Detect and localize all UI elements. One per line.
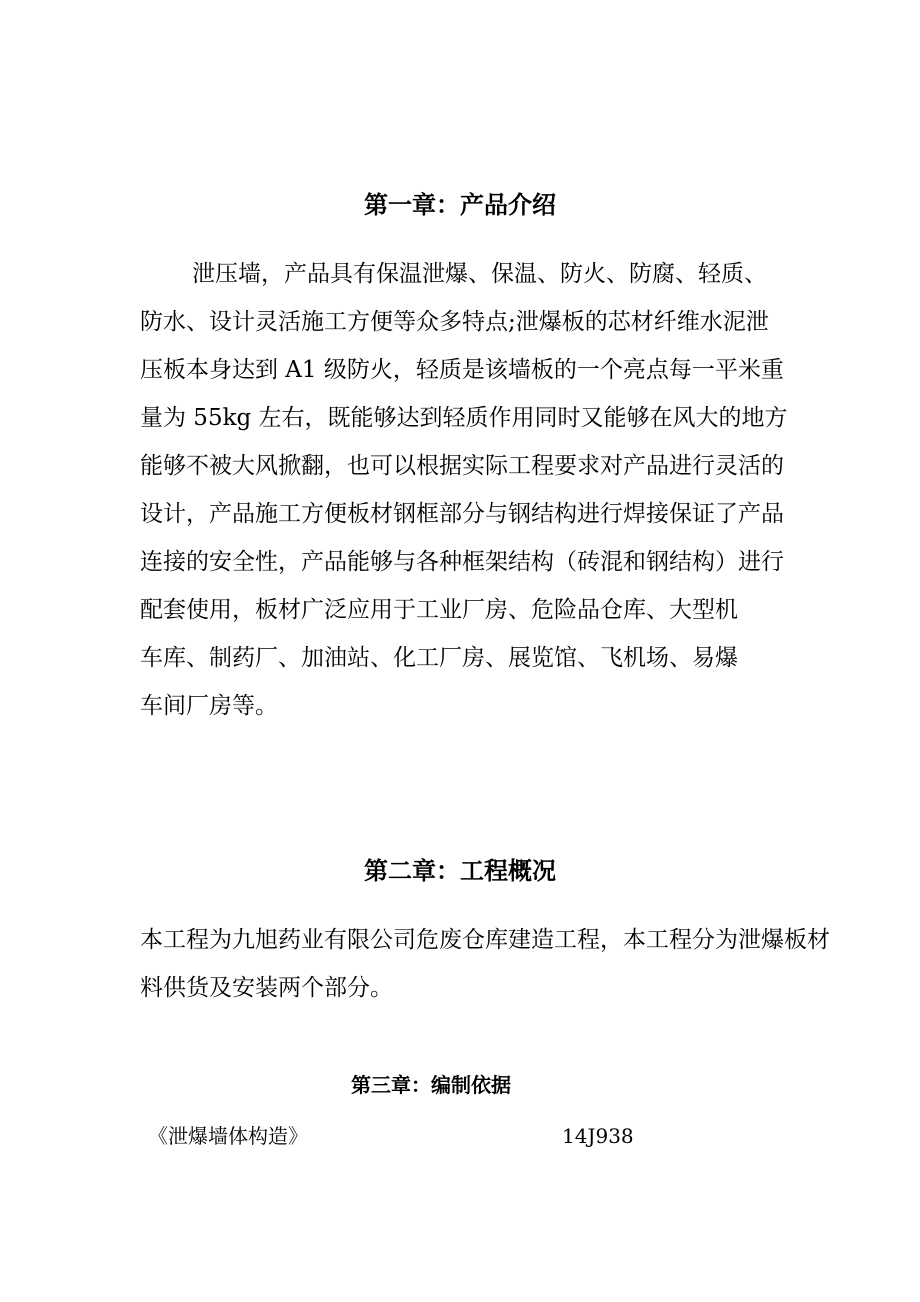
- paragraph-line: 量为 55kg 左右，既能够达到轻质作用同时又能够在风大的地方: [140, 405, 788, 431]
- chapter-1-paragraph: [140, 250, 788, 730]
- reference-code: 14J938: [562, 1124, 634, 1148]
- reference-name: 《泄爆墙体构造》: [148, 1124, 308, 1148]
- paragraph-line: 车间厂房等。: [140, 693, 278, 719]
- paragraph-line: 压板本身达到 A1 级防火，轻质是该墙板的一个亮点每一平米重: [140, 357, 784, 383]
- paragraph-line: 车库、制药厂、加油站、化工厂房、展览馆、飞机场、易爆: [140, 645, 738, 671]
- paragraph-line: 配套使用，板材广泛应用于工业厂房、危险品仓库、大型机: [140, 597, 738, 623]
- paragraph-line: 本工程为九旭药业有限公司危废仓库建造工程，本工程分为泄爆板材: [140, 927, 830, 953]
- paragraph-line: 设计，产品施工方便板材钢框部分与钢结构进行焊接保证了产品: [140, 501, 784, 527]
- paragraph-line: 连接的安全性，产品能够与各种框架结构（砖混和钢结构）进行: [140, 549, 784, 575]
- paragraph-line: 防水、设计灵活施工方便等众多特点;泄爆板的芯材纤维水泥泄: [140, 309, 769, 335]
- chapter-1-title: 第一章：产品介绍: [364, 191, 556, 219]
- paragraph-line: 泄压墙，产品具有保温泄爆、保温、防火、防腐、轻质、: [192, 261, 767, 287]
- chapter-2-paragraph: [140, 916, 830, 1012]
- chapter-3-title: 第三章：编制依据: [351, 1073, 511, 1097]
- paragraph-line: 料供货及安装两个部分。: [140, 975, 393, 1001]
- chapter-2-title: 第二章：工程概况: [364, 857, 556, 885]
- paragraph-line: 能够不被大风掀翻，也可以根据实际工程要求对产品进行灵活的: [140, 453, 784, 479]
